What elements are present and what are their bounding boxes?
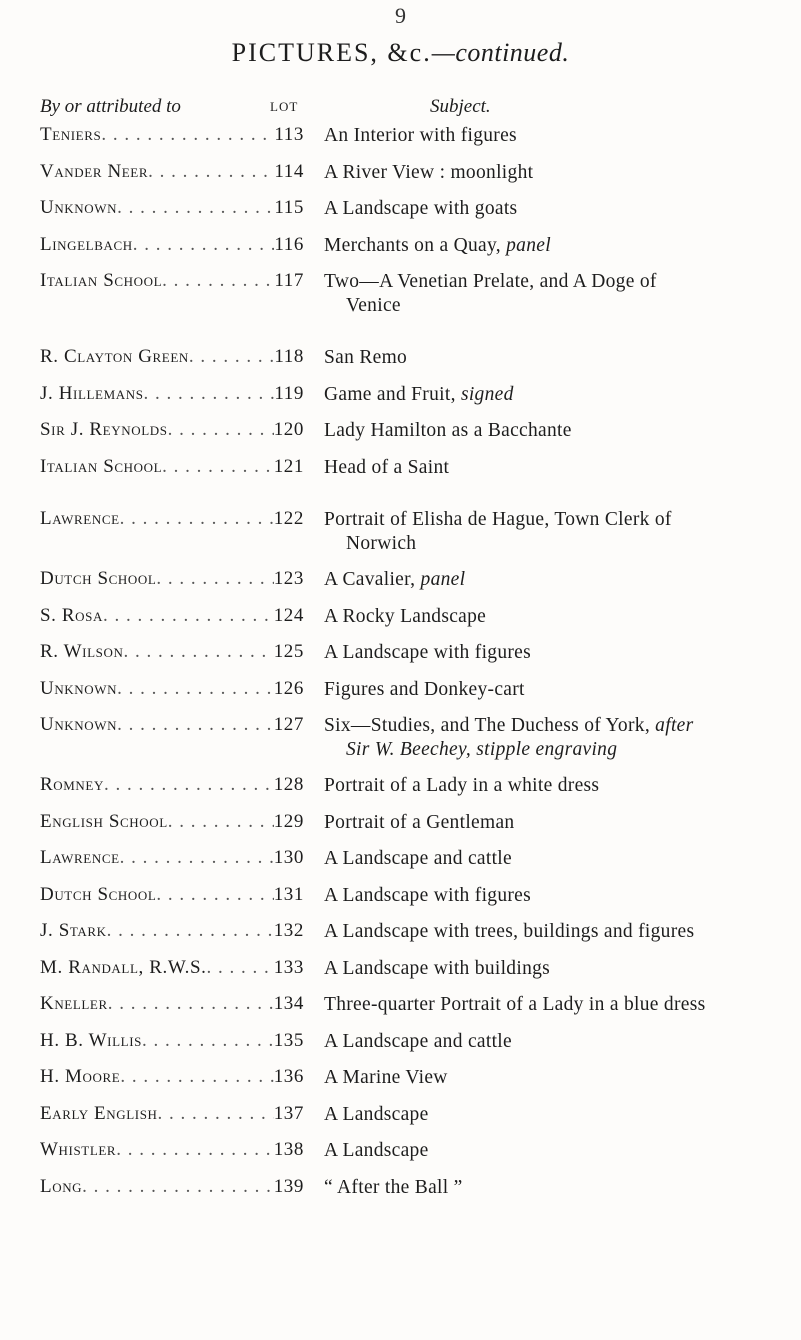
catalogue-row bbox=[0, 1026, 801, 1063]
artist-name: M. Randall, R.W.S. bbox=[40, 956, 207, 978]
catalogue-row bbox=[0, 266, 801, 326]
subject-text: An Interior with figures bbox=[324, 125, 517, 146]
leader-dots bbox=[120, 847, 274, 869]
lot-number: 131 bbox=[273, 883, 304, 905]
artist-entry bbox=[40, 124, 304, 146]
leader-dots bbox=[103, 605, 274, 627]
leader-dots bbox=[117, 678, 274, 700]
lot-number: 139 bbox=[273, 1175, 304, 1197]
catalogue-row bbox=[0, 1172, 801, 1209]
leader-dots bbox=[82, 1176, 274, 1198]
catalogue-row bbox=[0, 120, 801, 157]
subject-entry bbox=[324, 957, 790, 981]
subject-entry bbox=[324, 419, 790, 443]
lot-column-header: LOT bbox=[270, 99, 299, 114]
artist-entry bbox=[40, 346, 304, 368]
subject-text: A River View : moonlight bbox=[324, 161, 534, 183]
leader-dots bbox=[156, 884, 273, 906]
catalogue-row bbox=[0, 989, 801, 1026]
artist-entry bbox=[40, 197, 304, 219]
leader-dots bbox=[104, 774, 274, 796]
lot-number: 126 bbox=[273, 677, 304, 699]
lot-number: 116 bbox=[274, 233, 304, 255]
lot-number: 134 bbox=[273, 993, 304, 1014]
artist-entry bbox=[40, 234, 304, 256]
subject-text: Lady Hamilton as a Bacchante bbox=[324, 420, 572, 441]
lot-number: 138 bbox=[273, 1139, 304, 1160]
artist-entry bbox=[40, 383, 304, 405]
subject-entry bbox=[324, 234, 790, 258]
catalogue-row bbox=[0, 504, 801, 564]
subject-continuation: Venice bbox=[346, 295, 401, 316]
subject-text: Head of a Saint bbox=[324, 456, 450, 478]
artist-name: Dutch School bbox=[40, 568, 157, 589]
subject-entry bbox=[324, 456, 790, 480]
lot-number: 117 bbox=[274, 270, 304, 291]
leader-dots bbox=[162, 456, 274, 478]
artist-name: H. B. Willis bbox=[40, 1029, 142, 1051]
artist-name: Whistler bbox=[40, 1139, 117, 1160]
artist-entry bbox=[40, 774, 304, 796]
lot-number: 133 bbox=[273, 956, 304, 978]
leader-dots bbox=[117, 197, 274, 219]
artist-entry bbox=[40, 568, 304, 590]
leader-dots bbox=[133, 234, 275, 256]
lot-number: 136 bbox=[273, 1066, 304, 1087]
artist-entry bbox=[40, 161, 304, 183]
artist-entry bbox=[40, 1139, 304, 1161]
lot-number: 125 bbox=[273, 641, 304, 662]
lot-number: 130 bbox=[273, 847, 304, 868]
lot-number: 119 bbox=[274, 382, 304, 404]
leader-dots bbox=[189, 346, 275, 368]
artist-entry bbox=[40, 678, 304, 700]
artist-name: English School bbox=[40, 810, 168, 832]
leader-dots bbox=[144, 383, 275, 405]
subject-entry bbox=[324, 124, 790, 148]
subject-entry bbox=[324, 678, 790, 702]
subject-entry bbox=[324, 774, 790, 798]
artist-entry bbox=[40, 957, 304, 979]
artist-name: Dutch School bbox=[40, 883, 157, 905]
subject-column-header: Subject. bbox=[430, 96, 491, 117]
artist-name: Kneller bbox=[40, 993, 108, 1014]
catalogue-row bbox=[0, 1062, 801, 1099]
artist-name: H. Moore bbox=[40, 1066, 121, 1087]
artist-entry bbox=[40, 419, 304, 441]
subject-entry bbox=[324, 270, 790, 318]
catalogue-row bbox=[0, 379, 801, 416]
lot-number: 124 bbox=[273, 604, 304, 626]
catalogue-row bbox=[0, 564, 801, 601]
subject-entry bbox=[324, 993, 790, 1017]
artist-name: Lawrence bbox=[40, 847, 120, 868]
subject-entry bbox=[324, 811, 790, 835]
subject-note: panel bbox=[420, 569, 466, 590]
catalogue-row bbox=[0, 770, 801, 807]
subject-note: panel bbox=[506, 234, 551, 256]
subject-entry bbox=[324, 1139, 790, 1163]
subject-entry bbox=[324, 1030, 790, 1054]
artist-name: Unknown bbox=[40, 677, 118, 699]
artist-name: Italian School bbox=[40, 270, 163, 291]
artist-entry bbox=[40, 1176, 304, 1198]
lot-number: 120 bbox=[273, 419, 304, 440]
catalogue-row bbox=[0, 674, 801, 711]
subject-text: A Landscape bbox=[324, 1103, 429, 1125]
artist-entry bbox=[40, 993, 304, 1015]
leader-dots bbox=[168, 811, 274, 833]
lot-number: 132 bbox=[273, 920, 304, 941]
lot-number: 128 bbox=[273, 774, 304, 795]
catalogue-row bbox=[0, 1099, 801, 1136]
subject-text: Merchants on a Quay, bbox=[324, 234, 507, 256]
subject-entry bbox=[324, 346, 790, 370]
subject-note: after bbox=[655, 715, 694, 736]
artist-name: Unknown bbox=[40, 197, 118, 218]
leader-dots bbox=[117, 714, 274, 736]
leader-dots bbox=[206, 957, 273, 979]
subject-text: A Cavalier, bbox=[324, 569, 421, 590]
subject-note: signed bbox=[460, 383, 514, 405]
lot-number: 127 bbox=[273, 714, 304, 735]
artist-name: Italian School bbox=[40, 455, 163, 477]
subject-text: A Landscape with buildings bbox=[324, 957, 551, 979]
subject-text: Three-quarter Portrait of a Lady in a blue dress bbox=[324, 994, 706, 1015]
leader-dots bbox=[148, 161, 274, 183]
lot-number: 137 bbox=[273, 1102, 304, 1124]
subject-entry bbox=[324, 508, 790, 556]
leader-dots bbox=[158, 1103, 274, 1125]
subject-text: A Landscape with figures bbox=[324, 642, 532, 663]
subject-entry bbox=[324, 884, 790, 908]
page-title-main: PICTURES, &c. bbox=[231, 38, 432, 67]
subject-entry bbox=[324, 847, 790, 871]
subject-text: Portrait of a Lady in a white dress bbox=[324, 775, 600, 796]
artist-entry bbox=[40, 508, 304, 530]
catalogue-row bbox=[0, 637, 801, 674]
lot-number: 121 bbox=[273, 455, 304, 477]
lot-number: 115 bbox=[274, 197, 304, 218]
artist-entry bbox=[40, 1030, 304, 1052]
leader-dots bbox=[162, 270, 274, 292]
subject-text: A Rocky Landscape bbox=[324, 605, 487, 627]
artist-name: Vander Neer bbox=[40, 160, 149, 182]
artist-entry bbox=[40, 456, 304, 478]
page-title bbox=[0, 38, 801, 68]
catalogue-row bbox=[0, 342, 801, 379]
subject-text: Figures and Donkey-cart bbox=[324, 678, 525, 700]
artist-name: Long bbox=[40, 1175, 83, 1197]
subject-text: A Landscape and cattle bbox=[324, 1030, 512, 1052]
subject-entry bbox=[324, 1066, 790, 1090]
artist-entry bbox=[40, 270, 304, 292]
leader-dots bbox=[107, 920, 274, 942]
artist-entry bbox=[40, 811, 304, 833]
subject-continuation: Sir W. Beechey, stipple engraving bbox=[346, 739, 618, 760]
subject-text: A Marine View bbox=[324, 1067, 448, 1088]
subject-entry bbox=[324, 197, 790, 221]
subject-entry bbox=[324, 714, 790, 762]
subject-text: Portrait of Elisha de Hague, Town Clerk of bbox=[324, 509, 672, 530]
lot-number: 114 bbox=[274, 160, 304, 182]
artist-name: R. Clayton Green bbox=[40, 346, 189, 367]
artist-entry bbox=[40, 847, 304, 869]
leader-dots bbox=[142, 1030, 274, 1052]
catalogue-row bbox=[0, 843, 801, 880]
lot-number: 135 bbox=[273, 1029, 304, 1051]
subject-entry bbox=[324, 383, 790, 407]
artist-entry bbox=[40, 605, 304, 627]
leader-dots bbox=[156, 568, 273, 590]
leader-dots bbox=[116, 1139, 274, 1161]
subject-text: A Landscape bbox=[324, 1140, 429, 1161]
artist-name: J. Stark bbox=[40, 920, 107, 941]
lot-number: 129 bbox=[273, 810, 304, 832]
page-number: 9 bbox=[395, 3, 406, 28]
leader-dots bbox=[120, 1066, 273, 1088]
catalogue-row bbox=[0, 916, 801, 953]
leader-dots bbox=[168, 419, 274, 441]
catalogue-row bbox=[0, 807, 801, 844]
page-title-continued: —continued. bbox=[431, 38, 570, 67]
artist-name: Romney bbox=[40, 774, 104, 795]
artist-name: R. Wilson bbox=[40, 641, 124, 662]
subject-entry bbox=[324, 568, 790, 592]
artist-name: S. Rosa bbox=[40, 604, 103, 626]
subject-entry bbox=[324, 1176, 790, 1200]
subject-entry bbox=[324, 641, 790, 665]
lot-number: 113 bbox=[274, 124, 304, 145]
subject-entry bbox=[324, 161, 790, 185]
artist-name: Teniers bbox=[40, 124, 102, 145]
subject-continuation: Norwich bbox=[346, 533, 417, 554]
lot-number: 122 bbox=[273, 508, 304, 529]
catalogue-row bbox=[0, 953, 801, 990]
subject-text: San Remo bbox=[324, 347, 408, 368]
catalogue-row bbox=[0, 230, 801, 267]
subject-entry bbox=[324, 920, 790, 944]
artist-column-header: By or attributed to bbox=[40, 96, 181, 117]
artist-name: Lawrence bbox=[40, 508, 120, 529]
artist-name: J. Hillemans bbox=[40, 382, 144, 404]
artist-name: Unknown bbox=[40, 714, 118, 735]
catalogue-row bbox=[0, 193, 801, 230]
leader-dots bbox=[120, 508, 274, 530]
subject-text: A Landscape and cattle bbox=[324, 848, 512, 869]
leader-dots bbox=[123, 641, 273, 663]
catalogue-row bbox=[0, 601, 801, 638]
artist-name: Early English bbox=[40, 1102, 158, 1124]
leader-dots bbox=[108, 993, 274, 1015]
artist-entry bbox=[40, 714, 304, 736]
catalogue-row bbox=[0, 710, 801, 770]
artist-entry bbox=[40, 1103, 304, 1125]
artist-entry bbox=[40, 1066, 304, 1088]
subject-text: Six—Studies, and The Duchess of York, bbox=[324, 715, 656, 736]
artist-entry bbox=[40, 884, 304, 906]
subject-text: Game and Fruit, bbox=[324, 383, 461, 405]
artist-name: Lingelbach bbox=[40, 233, 133, 255]
subject-text: A Landscape with figures bbox=[324, 884, 532, 906]
catalogue-row bbox=[0, 1135, 801, 1172]
subject-entry bbox=[324, 605, 790, 629]
leader-dots bbox=[101, 124, 274, 146]
subject-text: Two—A Venetian Prelate, and A Doge of bbox=[324, 271, 657, 292]
subject-text: “ After the Ball ” bbox=[324, 1176, 463, 1198]
artist-name: Sir J. Reynolds bbox=[40, 419, 168, 440]
catalogue-row bbox=[0, 880, 801, 917]
catalogue-row bbox=[0, 452, 801, 489]
artist-entry bbox=[40, 641, 304, 663]
subject-text: Portrait of a Gentleman bbox=[324, 811, 515, 833]
artist-entry bbox=[40, 920, 304, 942]
lot-number: 123 bbox=[273, 568, 304, 589]
lot-number: 118 bbox=[274, 346, 304, 367]
catalogue-row bbox=[0, 157, 801, 194]
subject-text: A Landscape with trees, buildings and figures bbox=[324, 921, 695, 942]
catalogue-list bbox=[0, 120, 801, 1208]
subject-entry bbox=[324, 1103, 790, 1127]
catalogue-row bbox=[0, 415, 801, 452]
subject-text: A Landscape with goats bbox=[324, 198, 518, 219]
